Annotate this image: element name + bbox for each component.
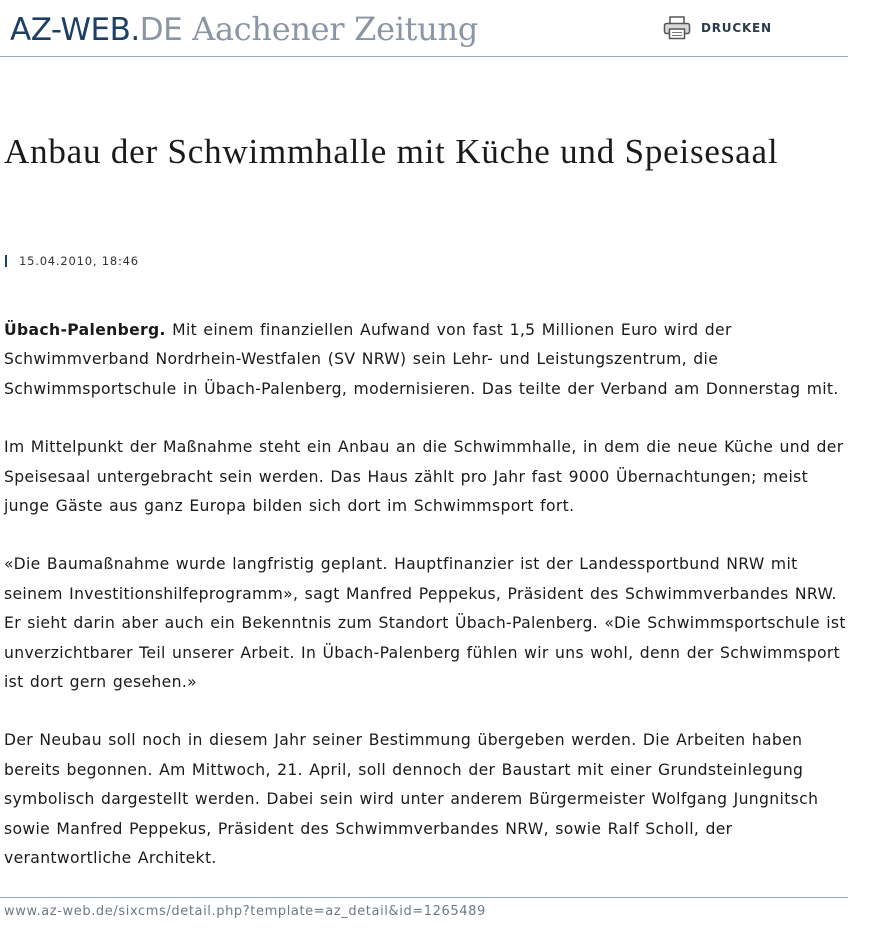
site-logo[interactable] xyxy=(10,10,478,48)
article-body xyxy=(4,316,854,903)
article-url: www.az-web.de/sixcms/detail.php?template=az_detail&id=1265489 xyxy=(4,904,486,919)
article-paragraph: Im Mittelpunkt der Maßnahme steht ein Anbau an die Schwimmhalle, in dem die neue Küche und der Speisesaal untergebracht sein werden. Das Haus zählt pro Jahr fast 9000 Übernachtungen; meist junge Gäste aus ganz Europa bilden sich dort im Schwimmsport fort. xyxy=(4,438,844,516)
article-paragraph xyxy=(4,316,854,404)
print-button[interactable] xyxy=(663,16,772,40)
site-header xyxy=(0,0,848,57)
article-paragraph: «Die Baumaßnahme wurde langfristig geplant. Hauptfinanzier ist der Landessportbund NRW mit seinem Investitionshilfeprogramm», sagt Manfred Peppekus, Präsident des Schwimmverbandes NRW. Er sieht darin aber auch ein Bekenntnis zum Standort Übach-Palenberg. «Die Schwimmsportschule ist unverzichtbarer Teil unserer Arbeit. In Übach-Palenberg fühlen wir uns wohl, denn der Schwimmsport ist dort gern gesehen.» xyxy=(4,555,846,692)
dateline-place: Übach-Palenberg. xyxy=(4,321,166,339)
logo-tld: DE xyxy=(139,12,183,48)
article-date: 15.04.2010, 18:46 xyxy=(19,254,139,268)
logo-newspaper-name: Aachener Zeitung xyxy=(192,10,479,48)
printer-icon[interactable] xyxy=(663,16,691,40)
print-label[interactable]: DRUCKEN xyxy=(701,21,772,35)
logo-prefix: AZ-WEB. xyxy=(10,12,140,48)
paragraph-text: Mit einem finanziellen Aufwand von fast 1,5 Millionen Euro wird der Schwimmverband Nordrhein-Westfalen (SV NRW) sein Lehr- und Leistungszentrum, die Schwimmsportschule in Übach-Palenberg, modernisieren. Das teilte der Verband am Donnerstag mit. xyxy=(4,321,839,398)
footer-divider xyxy=(0,897,848,898)
article-paragraph: Der Neubau soll noch in diesem Jahr seiner Bestimmung übergeben werden. Die Arbeiten haben bereits begonnen. Am Mittwoch, 21. April, soll dennoch der Baustart mit einer Grundsteinlegung symbolisch dargestellt werden. Dabei sein wird unter anderem Bürgermeister Wolfgang Jungnitsch sowie Manfred Peppekus, Präsident des Schwimmverbandes NRW, sowie Ralf Scholl, der verantwortliche Architekt. xyxy=(4,731,819,868)
date-marker xyxy=(5,255,7,267)
article-title: Anbau der Schwimmhalle mit Küche und Speisesaal xyxy=(4,132,779,171)
article-dateline xyxy=(5,254,139,268)
